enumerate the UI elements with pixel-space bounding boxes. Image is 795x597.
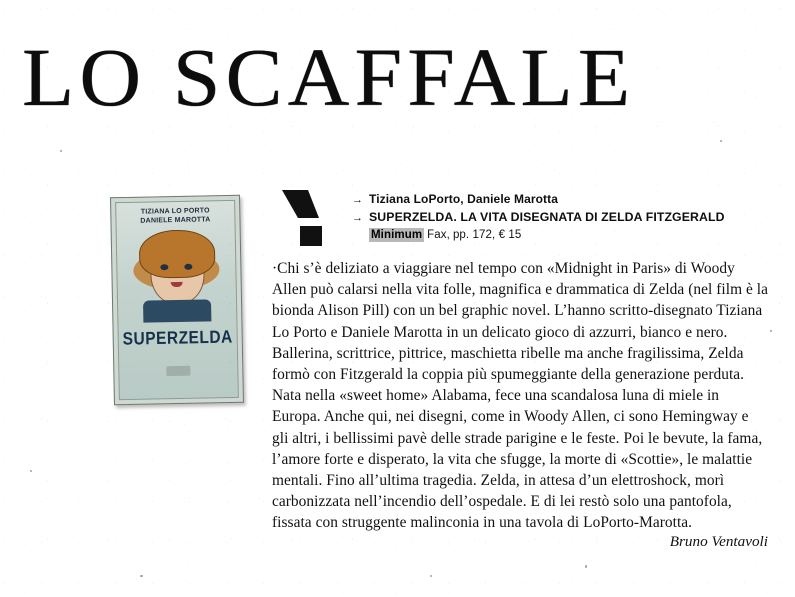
book-cover-artwork [110, 195, 244, 405]
title-line [352, 210, 762, 225]
portrait-hair [139, 229, 216, 278]
authors-line [352, 192, 762, 207]
scan-speck [720, 140, 722, 142]
portrait-collar [143, 299, 211, 322]
scan-speck [60, 150, 62, 152]
publisher-highlight: Minimum [371, 229, 423, 241]
arrow-icon: → [352, 194, 363, 206]
publisher-rest: Fax, [427, 229, 450, 241]
masthead [22, 31, 774, 123]
book-cover-image [112, 196, 246, 408]
cover-authors-text: TIZIANA LO PORTO DANIELE MAROTTA [140, 207, 211, 225]
review-byline: Bruno Ventavoli [669, 533, 768, 550]
book-entry-meta [352, 192, 762, 242]
scan-speck [140, 575, 143, 577]
cover-publisher-logo [166, 366, 190, 376]
review-paragraph: ·Chi s’è deliziato a viaggiare nel tempo con «Midnight in Paris» di Woody Allen può calarsi nella vita folle, magnifica e drammatica di Zelda (nel film è la bionda Alison Pill) con un bel graphic novel. L’hanno scritto-disegnato Tiziana Lo Porto e Daniele Marotta in un delicato gioco di azzurri, bianco e nero. Ballerina, scrittrice, pittrice, maschietta ribelle ma anche fragilissima, Zelda formò con Fitzgerald la coppia più spumeggiante della generazione perduta. Nata nella «sweet home» Alabama, fece una scandalosa luna di miele in Europa. Anche qui, nei disegni, come in Woody Allen, ci sono Hemingway e gli altri, i bellissimi pavè delle strade parigine e le feste. Poi le bevute, la fama, l’amore forte e disperato, la vita che sfugge, la morte di «Scottie», le malattie mentali. Fino all’ultima tragedia. Zelda, in attesa d’un elettroshock, morì carbonizzata nell’incendio dell’ospedale. E di lei restò solo una pantofola, fissata con struggente malinconia in una tavola di LoPorto-Marotta. [272, 260, 768, 532]
cover-portrait-illustration [129, 229, 225, 323]
page-title: LO SCAFFALE [22, 31, 636, 123]
cover-title-text: SUPERZELDA [122, 327, 233, 350]
book-cover-inner [115, 200, 239, 400]
cover-subtitle-text [120, 387, 238, 389]
publication-details: pp. 172, € 15 [452, 229, 522, 241]
arrow-icon: → [352, 212, 363, 224]
scan-speck [585, 565, 587, 568]
book-title: SUPERZELDA. LA VITA DISEGNATA DI ZELDA FITZGERALD [369, 210, 725, 224]
scan-speck [770, 330, 772, 332]
scan-speck [430, 575, 432, 577]
publisher-line [369, 228, 762, 242]
scan-speck [30, 470, 32, 472]
book-authors: Tiziana LoPorto, Daniele Marotta [369, 192, 559, 206]
exclamation-mark-icon [278, 188, 330, 250]
review-body [272, 258, 768, 534]
